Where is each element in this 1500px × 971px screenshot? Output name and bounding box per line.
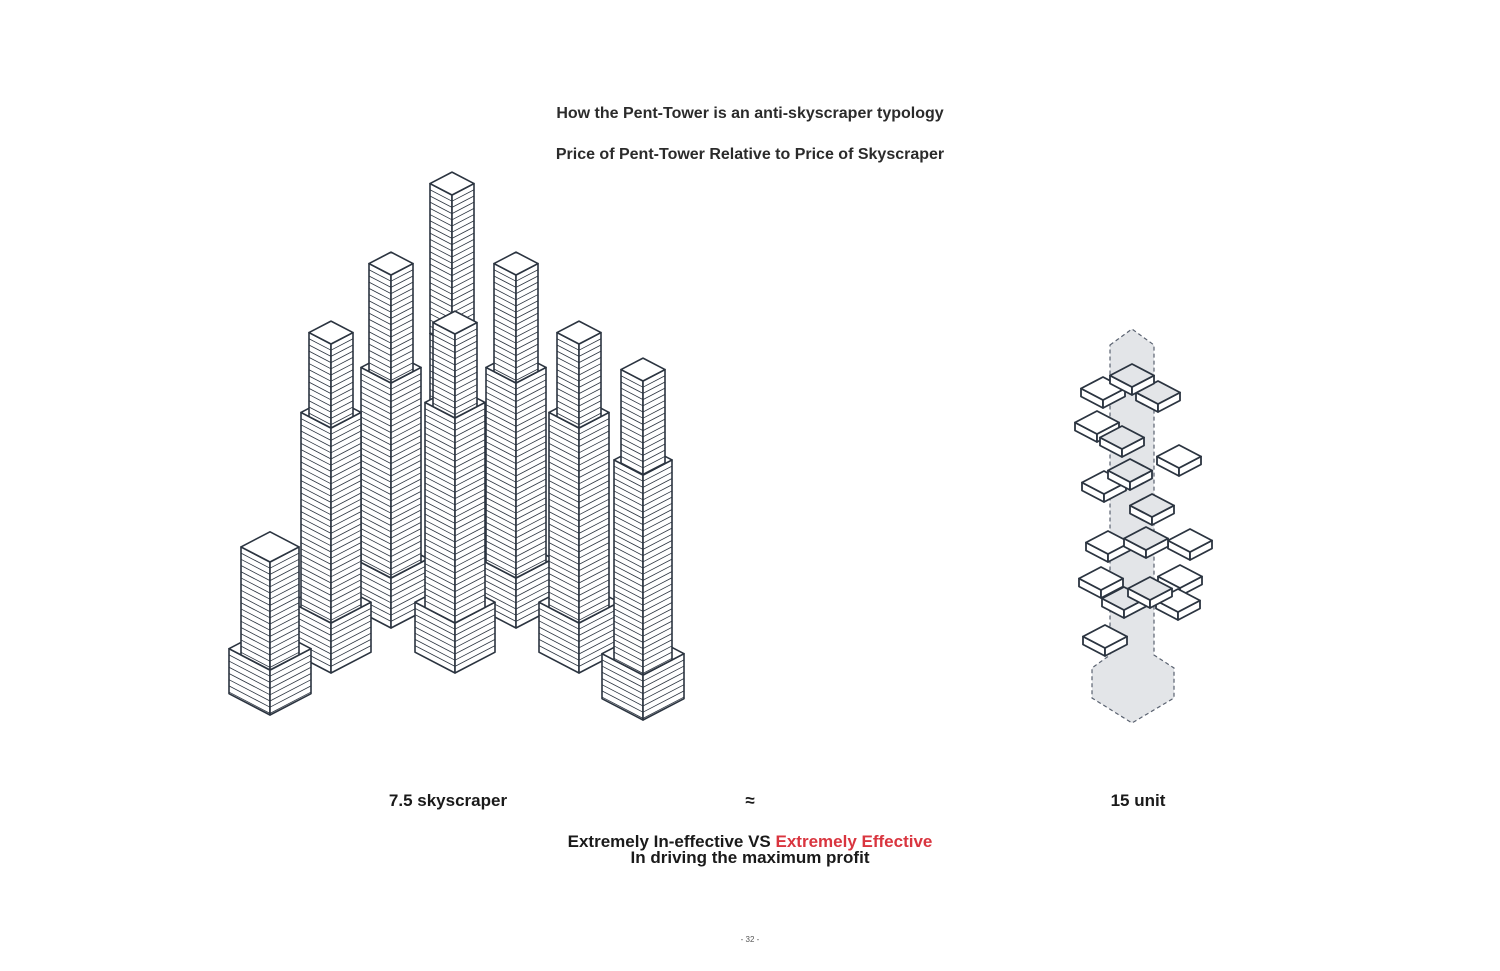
tower-left-face (241, 547, 270, 670)
page-title: How the Pent-Tower is an anti-skyscraper typology (556, 105, 944, 122)
page-number: - 32 - (740, 935, 760, 944)
skyscraper-7 (539, 321, 619, 673)
skyscraper-5 (415, 311, 495, 673)
tower-tier-2 (486, 352, 546, 578)
skyscraper-group (229, 172, 684, 720)
skyscraper-count-label: 7.5 skyscraper (388, 791, 508, 810)
tower-tier-2 (425, 387, 485, 623)
conclusion-effective-highlight: Extremely Effective (775, 832, 933, 851)
tower-right-face (270, 547, 299, 670)
conclusion-ineffective-text: Extremely In-effective VS (567, 832, 776, 851)
tower-tier-3 (433, 311, 477, 418)
skyscraper-8 (602, 358, 684, 720)
skyscraper-6 (479, 252, 553, 628)
tower-tier-2 (241, 532, 299, 670)
skyscraper-half (229, 532, 311, 715)
page-subtitle: Price of Pent-Tower Relative to Price of Skyscraper (555, 146, 945, 163)
approx-equal-symbol: ≈ (745, 791, 755, 810)
unit-count-label: 15 unit (1110, 791, 1166, 810)
tower-tier-2 (301, 397, 361, 623)
tower-tier-3 (369, 252, 413, 383)
tower-tier-2 (549, 397, 609, 623)
tower-tier-3 (494, 252, 538, 383)
pent-unit (1168, 529, 1212, 560)
pent-tower-group (1075, 329, 1212, 723)
conclusion-line-2: In driving the maximum profit (630, 848, 870, 867)
pent-unit (1157, 445, 1201, 476)
tower-tier-3 (309, 321, 353, 428)
skyscraper-4 (354, 252, 428, 628)
tower-tier-2 (614, 445, 672, 675)
skyscraper-2 (291, 321, 371, 673)
tower-tier-3 (621, 358, 665, 475)
tower-tier-3 (557, 321, 601, 428)
tower-tier-2 (361, 352, 421, 578)
